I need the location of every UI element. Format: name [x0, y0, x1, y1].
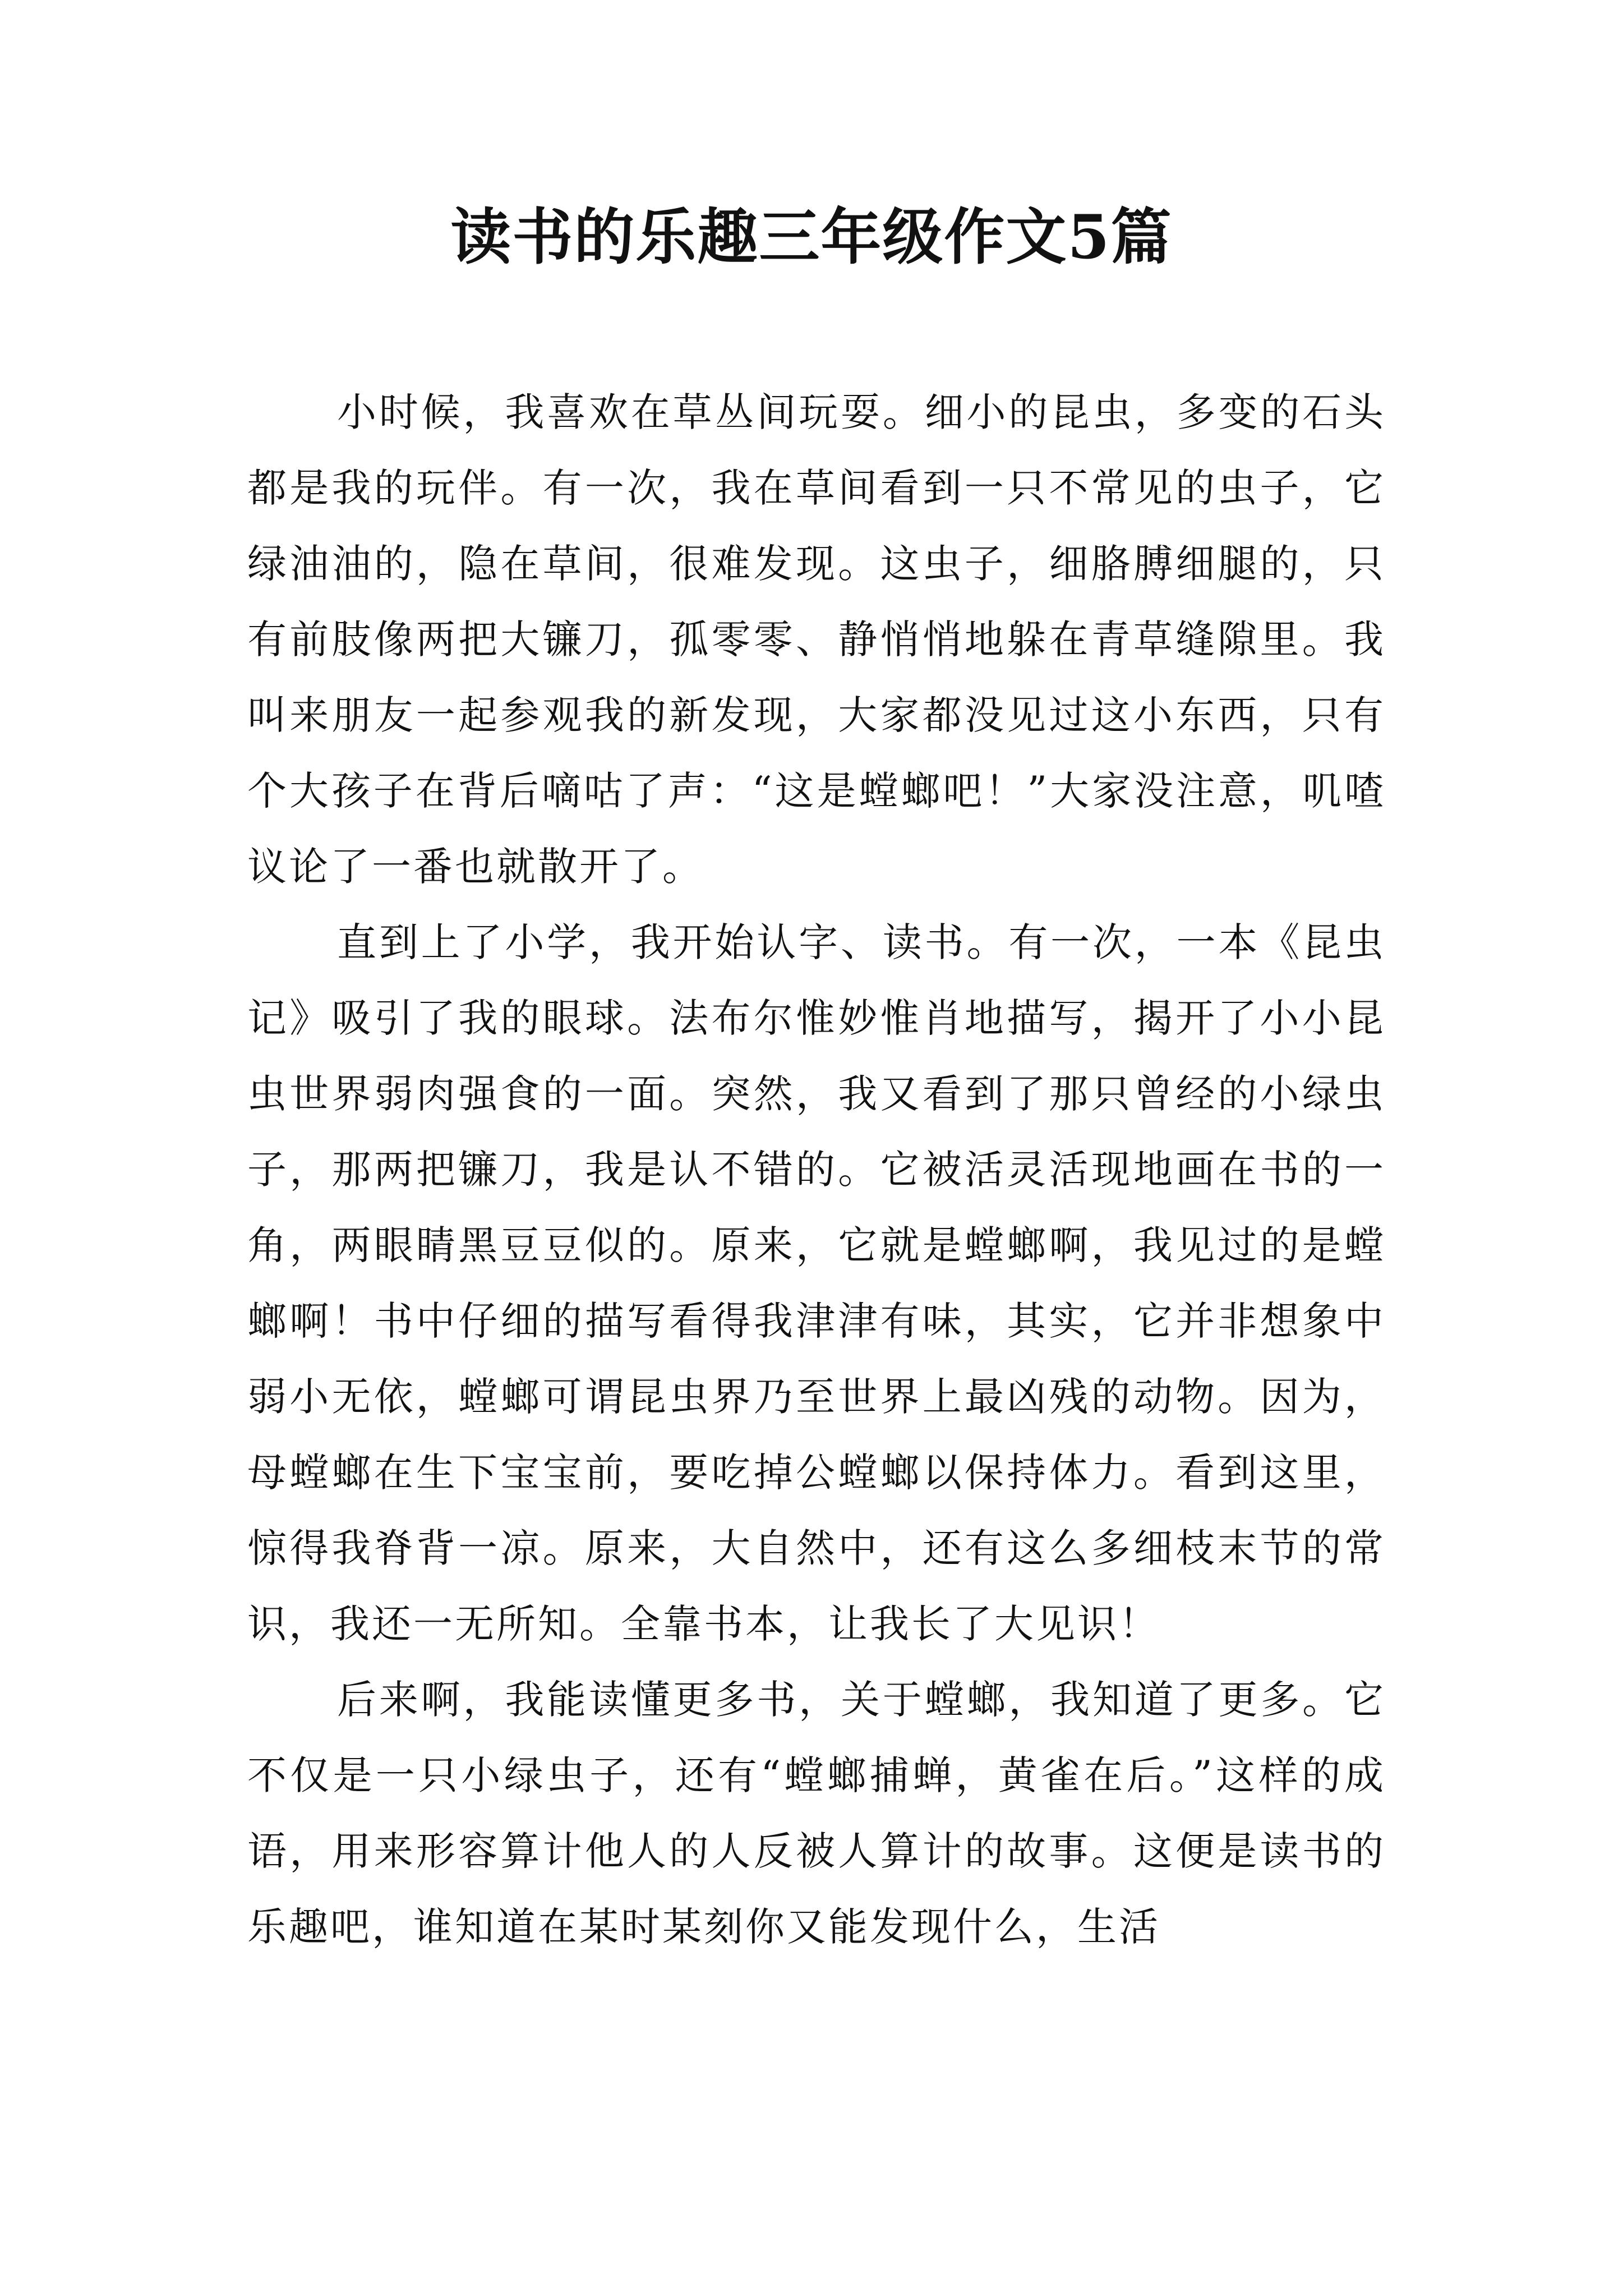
document-title: 读书的乐趣三年级作文5篇 [450, 202, 1173, 273]
paragraph-3: 后来啊，我能读懂更多书，关于螳螂，我知道了更多。它不仅是一只小绿虫子，还有“螳螂捕蝉，黄雀在后。”这样的成语，用来形容算计他人的人反被人算计的故事。这便是读书的乐趣吧，谁知道在某时某刻你又能发现什么，生活 [247, 1677, 1386, 1950]
paragraph-1: 小时候，我喜欢在草丛间玩耍。细小的昆虫，多变的石头都是我的玩伴。有一次，我在草间看到一只不常见的虫子，它绿油油的，隐在草间，很难发现。这虫子，细胳膊细腿的，只有前肢像两把大镰刀，孤零零、静悄悄地躲在青草缝隙里。我叫来朋友一起参观我的新发现，大家都没见过这小东西，只有个大孩子在背后嘀咕了声：“这是螳螂吧！”大家没注意，叽喳议论了一番也就散开了。 [247, 389, 1386, 890]
paragraph-2: 直到上了小学，我开始认字、读书。有一次，一本《昆虫记》吸引了我的眼球。法布尔惟妙惟肖地描写，揭开了小小昆虫世界弱肉强食的一面。突然，我又看到了那只曾经的小绿虫子，那两把镰刀，我是认不错的。它被活灵活现地画在书的一角，两眼睛黑豆豆似的。原来，它就是螳螂啊，我见过的是螳螂啊！书中仔细的描写看得我津津有味，其实，它并非想象中弱小无依，螳螂可谓昆虫界乃至世界上最凶残的动物。因为，母螳螂在生下宝宝前，要吃掉公螳螂以保持体力。看到这里，惊得我脊背一凉。原来，大自然中，还有这么多细枝末节的常识，我还一无所知。全靠书本，让我长了大见识！ [247, 919, 1386, 1647]
document-body [247, 375, 1386, 1965]
